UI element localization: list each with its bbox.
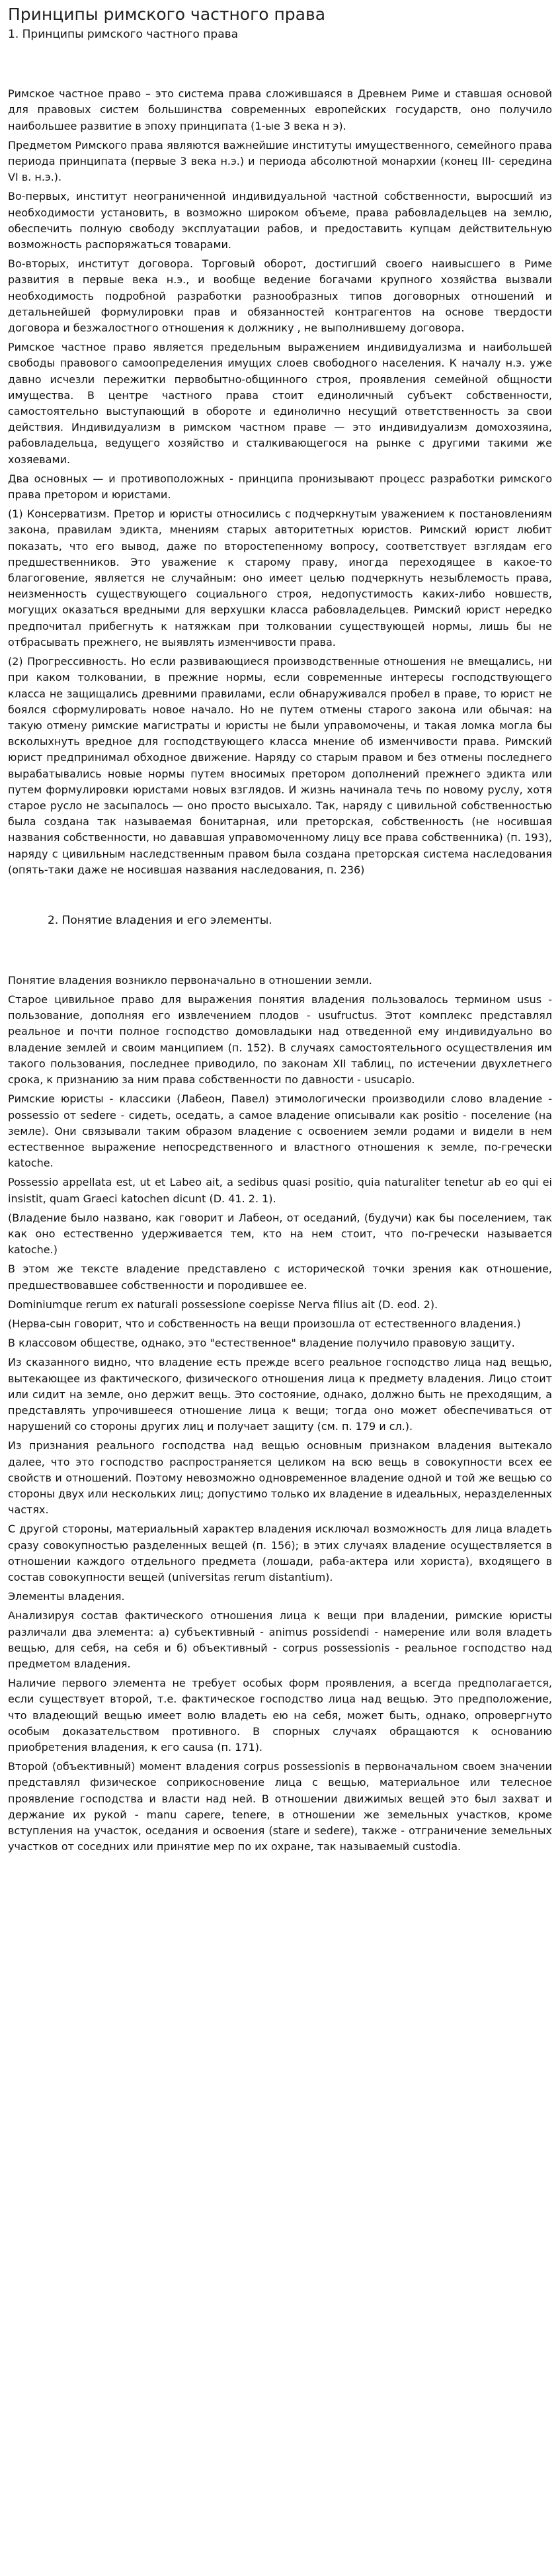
paragraph: Во-первых, институт неограниченной индивидуальной частной собственности, выросший из необходимости установить, в возможно широком объеме, права рабовладельцев на землю, обеспечить полную свободу эксплуатации рабов, и предоставить купцам действительную возможность распоряжаться товарами. [8, 190, 552, 251]
paragraph: Предметом Римского права являются важнейшие институты имущественного, семейного права периода принципата (первые 3 века н.э.) и периода абсолютной монархии (конец III- середина VI в. н.э.). [8, 138, 552, 184]
paragraph: Наличие первого элемента не требует особых форм проявления, а всегда предполагается, если существует второй, т.е. фактическое господство лица над вещью. Это предположение, что владеющий вещью имеет волю владеть ею на себя, может быть, однако, опровергнуто особым доказательством противного. В спорных случаях обращаются к основанию приобретения владения, к его causa (п. 171). [8, 1677, 552, 1754]
paragraph: В классовом обществе, однако, это "естественное" владение получило правовую защиту. [8, 1337, 515, 1350]
latin-quote: Dominiumque rerum ex naturali possessione coepisse Nerva filius ait (D. eod. 2). [8, 1298, 438, 1311]
paragraph: Старое цивильное право для выражения понятия владения пользовалось термином usus - пользование, дополняя его извлечением плодов - usufructus. Этот комплекс представлял реальное и почти полное господство домовладыки над отведенной ему индивидуально во владение землей и своим манципием (п. 152). В случаях самостоятельного осуществления им такого пользования, последнее приводило, по законам XII таблиц, по истечении двухлетнего срока, к признанию за ним права собственности по давности - usucapio. [8, 993, 552, 1087]
paragraph: (1) Консерватизм. Претор и юристы относились с подчеркнутым уважением к постановлениям закона, правилам эдикта, мнениям старых авторитетных юристов. Римский юрист любит показать, что его вывод, даже по второстепенному вопросу, соответствует взглядам его предшественников. Это уважение к старому праву, иногда переходящее в какое-то благоговение, является не случайным: оно имеет целью подчеркнуть незыблемость права, неизменность существующего социального строя, недопустимость каких-либо новшеств, могущих оказаться вредными для верхушки класса рабовладельцев. Римский юрист нередко предпочитал прибегнуть к натяжкам при толковании существующей нормы, лишь бы не отбрасывать прежнего, не выявлять изменчивости права. [8, 508, 552, 648]
section-1-heading: 1. Принципы римского частного права [8, 28, 239, 42]
paragraph: Понятие владения возникло первоначально в отношении земли. [8, 973, 372, 987]
paragraph: В этом же тексте владение представлено с исторической точки зрения как отношение, предшествовавшее собственности и породившее ее. [8, 1263, 552, 1292]
paragraph: Во-вторых, институт договора. Торговый оборот, достигший своего наивысшего в Риме развития в первые века н.э., и вообще ведение богачами крупного хозяйства вызвали необходимость подробной разработки разнообразных типов договорных отношений и детальнейшей формулировки прав и обязанностей контрагентов на основе твердости договора и безжалостного отношения к должнику , не выполнившему договора. [8, 257, 552, 335]
paragraph: Анализируя состав фактического отношения лица к вещи при владении, римские юристы различали два элемента: а) субъективный - animus possidendi - намерение или воля владеть вещью, для себя, на себя и б) объективный - corpus possessionis - реальное господство над предметом владения. [8, 1609, 552, 1670]
paragraph: Второй (объективный) момент владения corpus possessionis в первоначальном своем значении представлял физическое соприкосновение лица с вещью, материальное или телесное проявление господства и власти над ней. В отношении движимых вещей это был захват и держание их рукой - manu capere, tenere, в отношении же земельных участков, кроме вступления на участок, оседания и освоения (stare и sedere), также - отграничение земельных участков от соседних или принятие мер по их охране, так называемый custodia. [8, 1760, 552, 1853]
paragraph: (Владение было названо, как говорит и Лабеон, от оседаний, (будучи) как бы поселением, так как оно естественно удерживается тем, кто на нем стоит, что по-гречески называется katoche.) [8, 1211, 552, 1257]
section-2 [8, 973, 552, 1855]
paragraph: (2) Прогрессивность. Но если развивающиеся производственные отношения не вмещались, ни при каком толковании, в прежние нормы, если современные интересы господствующего класса не защищались древними правилами, если обнаруживался пробел в праве, то юрист не боялся сформулировать новое начало. Но не путем отмены старого закона или обычая: на такую отмену римские магистраты и юристы не были управомочены, и такая ломка могла бы всколыхнуть вредное для господствующего класса мнение об изменчивости права. Римский юрист предпринимал обходное движение. Наряду со старым правом и без отмены последнего вырабатывались новые нормы путем вносимых претором дополнений прежнего эдикта или путем формулировки юристами новых взглядов. И жизнь начинала течь по новому руслу, хотя старое русло не засыпалось — оно просто высыхало. Так, наряду с цивильной собственностью была создана так называемая бонитарная, или преторская, собственность (не носившая названия собственности, но дававшая управомоченному лицу все права собственника) (п. 193), наряду с цивильным наследственным правом была создана преторская система наследования (опять-таки даже не носившая названия наследования, п. 236) [8, 655, 552, 876]
paragraph: С другой стороны, материальный характер владения исключал возможность для лица владеть сразу совокупностью разделенных вещей (п. 156); в этих случаях владение осуществляется в отношении каждого отдельного предмета (лошади, раба-актера или хориста), входящего в состав совокупности вещей (universitas rerum distantium). [8, 1523, 552, 1583]
paragraph: Два основных — и противоположных - принципа пронизывают процесс разработки римского права претором и юристами. [8, 472, 552, 502]
paragraph: Римское частное право является предельным выражением индивидуализма и наибольшей свободы правового самоопределения имущих слоев свободного населения. К началу н.э. уже давно исчезли пережитки первобытно-общинного строя, проявления семейной общности имущества. В центре частного права стоит единоличный субъект собственности, самостоятельно выступающий в обороте и единолично несущий ответственность за свои действия. Индивидуализм в римском частном праве — это индивидуализм домохозяина, рабовладельца, ведущего хозяйство и сталкивающегося на рынке с другими такими же хозяевами. [8, 341, 552, 466]
page-title: Принципы римского частного права [8, 5, 326, 24]
paragraph: Римские юристы - классики (Лабеон, Павел) этимологически производили слово владение - possessio от sedere - сидеть, оседать, а самое владение описывали как positio - поселение (на земле). Они связывали таким образом владение с освоением земли родами и видели в нем естественное выражение непосредственного и властного отношения к земле, по-гречески katoche. [8, 1092, 553, 1170]
subheading-elements: Элементы владения. [8, 1590, 125, 1603]
section-1 [8, 86, 552, 878]
latin-quote: Possessio appellata est, ut et Labeo ait, a sedibus quasi positio, quia naturaliter tenetur ab eo qui ei insistit, quam Graeci katochen dicunt (D. 41. 2. 1). [8, 1176, 552, 1205]
section-2-heading: 2. Понятие владения и его элементы. [48, 913, 272, 927]
paragraph: (Нерва-сын говорит, что и собственность на вещи произошла от естественного владения.) [8, 1317, 521, 1330]
paragraph: Римское частное право – это система права сложившаяся в Древнем Риме и ставшая основой для правовых систем большинства современных европейских государств, оно получило наибольшее развитие в эпоху принципата (1-ые 3 века н э). [8, 87, 552, 132]
paragraph: Из признания реального господства над вещью основным признаком владения вытекало далее, что это господство распространяется целиком на всю вещь в совокупности всех ее свойств и отношений. Поэтому невозможно одновременное владение одной и той же вещью со стороны двух или нескольких лиц; допустимо только их владение в идеальных, неразделенных частях. [8, 1439, 552, 1517]
paragraph: Из сказанного видно, что владение есть прежде всего реальное господство лица над вещью, вытекающее из фактического, физического отношения лица к предмету владения. Лицо стоит или сидит на земле, оно держит вещь. Это состояние, однако, должно быть не преходящим, а представлять упрочившееся отношение лица к вещи; тогда оно может обеспечиваться от нарушений со стороны других лиц и получает защиту (см. п. 179 и сл.). [8, 1356, 552, 1433]
